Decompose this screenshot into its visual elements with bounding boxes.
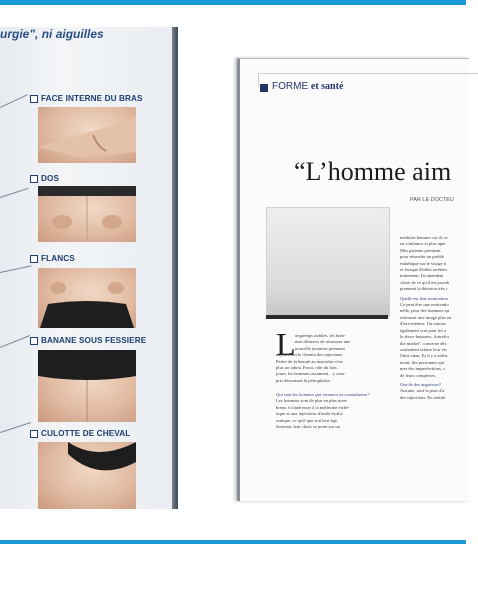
right-para-line: d'eux-mêmes. Un renouv [400,321,447,327]
left-para-line: mes désireux de retrouver une [295,339,351,345]
left-para-line: tique et aux injections d'acide hyalu- [276,411,344,417]
drop-cap: L [276,326,296,362]
checkbox-icon [30,175,38,183]
top-accent-line [0,0,466,5]
banana-illustration [38,350,136,422]
left-para-line: joues, les hommes assument... y com- [276,371,346,377]
left-para-line: Parler de la beauté au masculin n'est [276,358,343,364]
left-para-line: ongtemps oubliés, les hom- [295,333,346,338]
flanks-photo [38,268,136,328]
checkbox-icon [30,337,38,345]
right-para-line: médecin homme car ils se [400,235,448,240]
pointer-line [0,335,30,348]
right-para-line: et lorsque d'idées arrêtées [400,267,448,273]
right-para-line: nelle, peur des hommes qu [400,308,450,314]
poster-edge [172,27,178,509]
right-para-line: également vrai pour les a [400,327,447,333]
right-para-line: pour résoudre un problè [400,254,445,260]
saddlebags-photo [38,442,136,509]
right-para-line: l'âme sœur. Et il y a enfin, [400,353,449,359]
left-para-line: plus un tabou. Front, ride du lion, [276,365,338,371]
article-byline: PAR LE DOCTEU [410,197,454,203]
right-para-line: ment, des personnes qui [400,359,445,365]
back-photo [38,186,136,242]
right-para-line: retrouver une image plus en [400,314,452,320]
header-vrule [258,73,259,87]
right-para-line: mer des imperfections, s [400,366,445,372]
article-right-column [400,235,469,495]
right-question-2: Ont-ils des angoisses? [400,381,441,387]
right-para-line: Aucune, sauf la peur d'a [400,388,445,394]
left-para-line: breux à s'intéresser à la médecine esthé- [276,404,350,410]
right-para-line: le show-business. Autrefoi [400,334,449,340]
right-para-line: esthétique sur le visage n [400,260,447,266]
right-para-line: Ce peut être une motivatio [400,302,449,308]
right-para-line: traitement. Ils attendent [400,273,444,279]
poster-header: urgie", ni aiguilles [0,27,104,41]
article-left-column-2 [276,389,396,499]
left-para-line: Les hommes sont de plus en plus nom- [276,398,348,404]
pointer-line [0,94,28,108]
arm-photo [38,107,136,163]
zone-label-flanks: FLANCS [30,254,75,263]
header-rule [258,73,478,74]
right-para-line: prennent la décision très r [400,286,448,292]
pointer-line [0,422,31,433]
section-square-icon [260,84,268,92]
body-zones-poster [0,27,178,509]
left-para-line: aujourd'hui le chemin des injections. [276,352,344,358]
right-para-line: en confiance et plus apte [400,241,446,247]
left-para-line: Souvent, leur choix se porte sur un [276,424,340,430]
right-para-line: Mes patients prennent [400,247,441,253]
banana-photo [38,350,136,422]
zone-label-saddlebags: CULOTTE DE CHEVAL [30,429,130,438]
right-para-line: the market" concerne dés [400,340,447,346]
saddlebags-illustration [38,442,136,509]
flanks-illustration [38,268,136,328]
magazine-page [237,58,469,501]
arm-illustration [38,107,136,163]
pointer-line [0,265,32,273]
left-para-line: ronique, ce qu'il que soit leur âge. [276,417,339,423]
article-title: “L’homme aim [294,157,452,186]
pointer-line [0,188,29,198]
article-photo [266,207,390,317]
right-para-line: souhaitent refaire leur vis [400,346,447,352]
left-question: Qui sont les hommes qui viennent en consultation? [276,392,370,397]
checkbox-icon [30,430,38,438]
checkbox-icon [30,255,38,263]
zone-label-banana: BANANE SOUS FESSIERE [30,336,146,345]
bottom-accent-line [0,540,466,544]
left-para-line: nouvelle jeunesse prennent [295,345,345,351]
zone-label-back: DOS [30,174,59,183]
section-label: FORME et santé [272,81,344,92]
left-para-line: pris désormais la périoplastie. [276,377,331,383]
right-para-line: des injections. En réalité [400,394,446,400]
zone-label-arm: FACE INTERNE DU BRAS [30,94,143,103]
photo-strip [266,315,388,319]
right-question: Quelle est leur motivation [400,295,448,301]
checkbox-icon [30,95,38,103]
right-para-line: claire de ce qu'il est possib [400,279,450,285]
back-illustration [38,186,136,242]
right-para-line: de leurs complexes. [400,372,437,378]
